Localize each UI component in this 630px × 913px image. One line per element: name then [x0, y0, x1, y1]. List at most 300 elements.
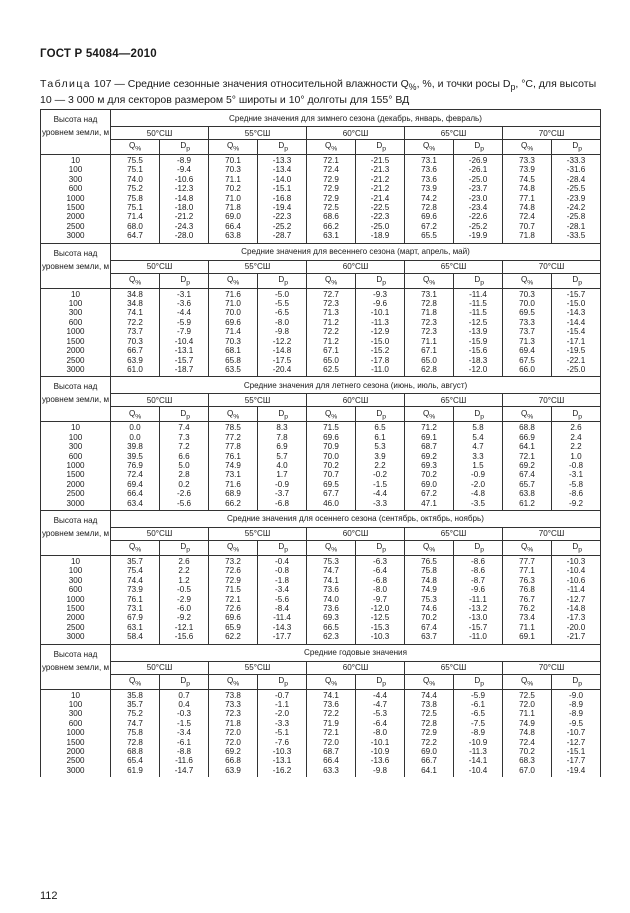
q-subscript: % [233, 413, 240, 421]
d-subscript: p [578, 680, 583, 688]
table-cell-value: -5.0 [275, 289, 289, 299]
height-value: 3000 [66, 231, 85, 241]
table-cell-value: 72.0 [225, 737, 241, 747]
table-cell-value: 69.6 [225, 613, 241, 623]
table-cell-value: 70.9 [323, 442, 339, 452]
table-cell-value: -13.4 [272, 165, 292, 175]
table-cell-value: 47.1 [421, 498, 437, 508]
table-cell-value: 66.5 [323, 622, 339, 632]
q-values [111, 288, 160, 377]
table-cell-value: 72.8 [421, 203, 437, 213]
table-cell-value: -15.1 [566, 747, 586, 757]
table-cell-value: -15.6 [174, 632, 194, 642]
table-cell-value: 66.2 [225, 498, 241, 508]
d-subscript: p [382, 145, 386, 153]
table-cell-value: 72.2 [323, 709, 339, 719]
table-cell-value: -18.9 [370, 231, 390, 241]
height-value: 300 [68, 308, 83, 318]
table-cell-value: -9.6 [471, 585, 485, 595]
table-cell-value: -10.1 [370, 737, 390, 747]
table-cell-value: -0.5 [177, 585, 191, 595]
d-header [454, 273, 503, 288]
table-cell-value: 69.0 [225, 212, 241, 222]
q-symbol: Q [227, 675, 234, 685]
table-cell-value: 73.2 [225, 556, 241, 566]
table-cell-value: 73.1 [421, 289, 437, 299]
table-cell-value: 68.6 [323, 212, 339, 222]
table-cell-value: 69.3 [323, 613, 339, 623]
table-cell-value: 71.5 [225, 585, 241, 595]
table-cell-value: -5.5 [275, 299, 289, 309]
table-cell-value: 35.7 [127, 700, 143, 710]
table-cell-value: 70.3 [127, 336, 143, 346]
sector-header: 55°СШ [209, 260, 307, 273]
season-data-row [41, 689, 601, 777]
table-cell-value: 69.4 [127, 479, 143, 489]
table-cell-value: 71.1 [421, 336, 437, 346]
table-cell-value: 77.2 [225, 432, 241, 442]
q-values [111, 689, 160, 777]
table-cell-value: -4.8 [471, 489, 485, 499]
q-values [503, 689, 552, 777]
table-cell-value: -21.2 [370, 174, 390, 184]
table-cell-value: 71.4 [225, 327, 241, 337]
table-cell-value: -21.2 [174, 212, 194, 222]
table-cell-value: -26.1 [468, 165, 488, 175]
table-cell-value: -7.9 [177, 327, 191, 337]
table-cell-value: 74.9 [225, 460, 241, 470]
q-subscript: % [527, 680, 534, 688]
q-header [503, 674, 552, 689]
table-cell-value: 65.7 [519, 479, 535, 489]
table-cell-value: -8.8 [177, 747, 191, 757]
q-header [111, 674, 160, 689]
table-cell-value: -12.2 [272, 336, 292, 346]
height-value: 300 [68, 575, 83, 585]
d-values [356, 288, 405, 377]
season-title: Средние значения для летнего сезона (июнь, июль, август) [111, 377, 601, 394]
q-symbol: Q [129, 141, 136, 151]
sector-header: 50°СШ [111, 661, 209, 674]
table-cell-value: -8.9 [569, 700, 583, 710]
table-cell-value: -14.1 [468, 756, 488, 766]
q-values [111, 155, 160, 244]
table-cell-value: -1.8 [275, 575, 289, 585]
q-subscript: % [429, 546, 436, 554]
season-data-row [41, 155, 601, 244]
height-values [41, 422, 111, 511]
table-cell-value: -10.7 [566, 728, 586, 738]
table-cell-value: 0.0 [129, 423, 141, 433]
d-values [356, 422, 405, 511]
table-cell-value: -9.8 [373, 765, 387, 775]
table-cell-value: -3.4 [275, 585, 289, 595]
table-cell-value: 69.1 [421, 432, 437, 442]
q-values [209, 155, 258, 244]
sector-header: 65°СШ [405, 127, 503, 140]
season-title-row [41, 377, 601, 394]
table-cell-value: 71.3 [519, 336, 535, 346]
table-cell-value: -5.6 [177, 498, 191, 508]
table-cell-value: -14.7 [174, 765, 194, 775]
table-cell-value: 73.7 [127, 327, 143, 337]
table-cell-value: 69.2 [225, 747, 241, 757]
table-cell-value: 62.2 [225, 632, 241, 642]
table-cell-value: 75.3 [323, 556, 339, 566]
sector-header: 50°СШ [111, 260, 209, 273]
table-cell-value: 69.6 [421, 212, 437, 222]
table-cell-value: 66.4 [225, 221, 241, 231]
table-cell-value: -17.7 [566, 756, 586, 766]
d-symbol: D [376, 542, 383, 552]
table-cell-value: 70.7 [323, 470, 339, 480]
table-cell-value: 72.0 [323, 737, 339, 747]
table-cell-value: 69.2 [519, 460, 535, 470]
table-cell-value: 74.7 [127, 718, 143, 728]
table-cell-value: -25.2 [468, 221, 488, 231]
d-subscript: p [382, 680, 386, 688]
q-header [307, 273, 356, 288]
table-cell-value: -1.1 [275, 700, 289, 710]
table-cell-value: 69.5 [519, 308, 535, 318]
season-title-row [41, 510, 601, 527]
caption-text-3: , °С, для высоты 10 — 3 000 м для секторов размером 5° широты и 10° долготы для 155° ВД [40, 78, 597, 107]
table-cell-value: 71.5 [323, 423, 339, 433]
table-cell-value: 67.0 [519, 765, 535, 775]
d-header [454, 540, 503, 555]
height-value: 1500 [66, 203, 85, 213]
d-values [160, 422, 209, 511]
parameter-header-row [41, 407, 601, 422]
height-value: 1000 [66, 728, 85, 738]
table-cell-value: -14.3 [272, 622, 292, 632]
d-subscript: p [284, 546, 288, 554]
table-cell-value: 34.8 [127, 299, 143, 309]
table-cell-value: -14.4 [566, 317, 586, 327]
d-subscript: p [578, 546, 583, 554]
table-cell-value: 68.0 [127, 221, 143, 231]
table-cell-value: 4.0 [276, 460, 288, 470]
table-cell-value: 74.5 [519, 174, 535, 184]
table-cell-value: 74.4 [421, 690, 437, 700]
table-cell-value: -20.4 [272, 364, 292, 374]
table-cell-value: 74.8 [519, 203, 535, 213]
table-cell-value: -22.5 [370, 203, 390, 213]
table-cell-value: -10.3 [272, 747, 292, 757]
d-symbol: D [180, 274, 187, 284]
sector-header-row [41, 127, 601, 140]
height-value: 600 [68, 184, 83, 194]
d-symbol: D [474, 408, 481, 418]
q-subscript: % [135, 413, 142, 421]
table-cell-value: -5.1 [275, 728, 289, 738]
height-value: 10 [70, 423, 80, 433]
table-cell-value: -14.8 [174, 193, 194, 203]
table-cell-value: -10.4 [566, 566, 586, 576]
table-cell-value: 73.6 [323, 604, 339, 613]
table-cell-value: -0.9 [275, 479, 289, 489]
table-cell-value: 76.1 [127, 594, 143, 604]
q-header [503, 407, 552, 422]
table-cell-value: -25.8 [566, 212, 586, 222]
d-values [160, 555, 209, 644]
table-cell-value: -9.0 [569, 690, 583, 700]
q-subscript: % [429, 279, 436, 287]
table-cell-value: 2.6 [178, 556, 190, 566]
d-subscript: p [186, 279, 190, 287]
table-cell-value: 4.7 [472, 442, 484, 452]
table-cell-value: 58.4 [127, 632, 143, 642]
q-subscript: % [527, 413, 534, 421]
height-value: 1500 [66, 604, 85, 613]
table-cell-value: 71.2 [323, 336, 339, 346]
height-value: 2000 [66, 479, 85, 489]
d-subscript: p [578, 145, 583, 153]
height-value: 100 [68, 700, 83, 710]
q-header [111, 540, 160, 555]
table-cell-value: 66.7 [127, 346, 143, 356]
table-cell-value: -9.5 [569, 718, 583, 728]
q-subscript: % [331, 680, 338, 688]
q-header [503, 540, 552, 555]
table-cell-value: 62.3 [323, 632, 339, 642]
height-value: 600 [68, 718, 83, 728]
table-cell-value: 68.1 [225, 346, 241, 356]
d-symbol: D [180, 408, 187, 418]
table-cell-value: 70.2 [519, 747, 535, 757]
table-cell-value: -18.0 [174, 203, 194, 213]
q-header [209, 407, 258, 422]
table-cell-value: 0.2 [178, 479, 190, 489]
table-cell-value: 65.4 [127, 756, 143, 766]
sector-header: 55°СШ [209, 394, 307, 407]
table-cell-value: 74.1 [323, 575, 339, 585]
q-subscript: % [331, 413, 338, 421]
d-values [258, 155, 307, 244]
height-value: 300 [68, 174, 83, 184]
sector-header: 65°СШ [405, 394, 503, 407]
table-cell-value: 62.8 [421, 364, 437, 374]
d-subscript: p [382, 413, 386, 421]
table-cell-value: -11.1 [469, 594, 487, 604]
table-cell-value: 70.0 [519, 299, 535, 309]
table-cell-value: 72.6 [225, 604, 241, 613]
d-subscript: p [578, 279, 583, 287]
table-cell-value: 74.7 [323, 566, 339, 576]
table-cell-value: 1.7 [276, 470, 288, 480]
d-values [454, 689, 503, 777]
table-cell-value: -6.5 [471, 709, 485, 719]
table-cell-value: -8.9 [569, 709, 583, 719]
table-cell-value: 63.7 [421, 632, 437, 642]
q-subscript: % [527, 145, 534, 153]
table-cell-value: 75.1 [127, 165, 143, 175]
q-header [111, 273, 160, 288]
sector-header: 50°СШ [111, 394, 209, 407]
parameter-header-row [41, 540, 601, 555]
sector-header: 70°СШ [503, 127, 601, 140]
height-value: 10 [70, 156, 80, 165]
table-cell-value: -8.6 [471, 556, 485, 566]
table-cell-value: 75.3 [421, 594, 437, 604]
height-value: 2000 [66, 346, 85, 356]
q-subscript: % [233, 145, 240, 153]
table-cell-value: 70.3 [225, 165, 241, 175]
table-cell-value: -15.9 [468, 336, 488, 346]
season-title: Средние значения для весеннего сезона (март, апрель, май) [111, 243, 601, 260]
q-symbol: Q [325, 542, 332, 552]
table-cell-value: 2.8 [178, 470, 190, 480]
q-values [209, 689, 258, 777]
table-cell-value: -28.4 [566, 174, 586, 184]
q-header [209, 540, 258, 555]
table-cell-value: 69.6 [225, 317, 241, 327]
table-cell-value: 66.0 [519, 364, 535, 374]
q-header [405, 674, 454, 689]
table-cell-value: 72.4 [519, 212, 535, 222]
season-title: Средние значения для осеннего сезона (сентябрь, октябрь, ноябрь) [111, 510, 601, 527]
table-cell-value: -2.9 [177, 594, 191, 604]
table-cell-value: 2.2 [374, 460, 386, 470]
d-symbol: D [572, 542, 579, 552]
table-cell-value: -12.7 [566, 594, 586, 604]
table-cell-value: -11.3 [371, 317, 389, 327]
q-header [307, 540, 356, 555]
height-value: 1000 [66, 327, 85, 337]
sector-header-row [41, 527, 601, 540]
table-cell-value: -15.3 [370, 622, 390, 632]
sector-header: 55°СШ [209, 127, 307, 140]
table-cell-value: 73.6 [323, 700, 339, 710]
q-symbol: Q [227, 542, 234, 552]
table-cell-value: -15.7 [468, 622, 488, 632]
table-cell-value: 76.7 [519, 594, 535, 604]
table-cell-value: 70.0 [323, 451, 339, 461]
d-header [258, 540, 307, 555]
height-column-header: Высота над уровнем земли, м [41, 510, 111, 555]
table-cell-value: -5.3 [373, 709, 387, 719]
table-cell-value: 73.9 [519, 165, 535, 175]
height-value: 1000 [66, 460, 85, 470]
q-header [405, 140, 454, 155]
table-cell-value: -5.6 [275, 594, 289, 604]
d-symbol: D [376, 274, 383, 284]
table-cell-value: 74.0 [323, 594, 339, 604]
sector-header: 60°СШ [307, 661, 405, 674]
table-cell-value: 61.9 [127, 765, 143, 775]
table-cell-value: 69.3 [421, 460, 437, 470]
height-values [41, 555, 111, 644]
table-cell-value: -18.3 [468, 355, 488, 365]
table-cell-value: 65.8 [225, 355, 241, 365]
table-cell-value: 72.9 [323, 193, 339, 203]
table-cell-value: -3.1 [177, 289, 191, 299]
table-cell-value: 67.9 [127, 613, 143, 623]
q-values [209, 422, 258, 511]
d-header [160, 273, 209, 288]
d-values [356, 555, 405, 644]
height-value: 100 [68, 299, 83, 309]
table-cell-value: 73.3 [225, 700, 241, 710]
document-title: ГОСТ Р 54084—2010 [40, 48, 157, 60]
d-values [552, 422, 601, 511]
d-subscript: p [186, 546, 190, 554]
table-cell-value: 71.8 [421, 308, 437, 318]
table-cell-value: 72.1 [519, 451, 535, 461]
d-values [454, 422, 503, 511]
table-cell-value: 75.8 [127, 728, 143, 738]
table-cell-value: -3.7 [275, 489, 289, 499]
table-cell-value: 74.2 [421, 193, 437, 203]
table-cell-value: 68.7 [421, 442, 437, 452]
table-cell-value: -10.3 [566, 556, 586, 566]
table-cell-value: 7.3 [178, 432, 190, 442]
sector-header-row [41, 661, 601, 674]
table-cell-value: 2.2 [178, 566, 190, 576]
table-cell-value: 67.5 [519, 355, 535, 365]
d-subscript: p [480, 145, 484, 153]
table-cell-value: 66.2 [323, 221, 339, 231]
height-value: 100 [68, 165, 83, 175]
d-symbol: D [180, 141, 187, 151]
table-cell-value: 70.2 [225, 184, 241, 194]
q-symbol: Q [423, 408, 430, 418]
q-values [503, 555, 552, 644]
table-cell-value: 76.3 [519, 575, 535, 585]
d-header [356, 540, 405, 555]
table-cell-value: 73.4 [519, 613, 535, 623]
table-cell-value: 73.8 [421, 700, 437, 710]
table-cell-value: 66.4 [127, 489, 143, 499]
table-cell-value: -15.1 [272, 184, 292, 194]
d-values [552, 288, 601, 377]
q-subscript: % [135, 546, 142, 554]
q-values [405, 689, 454, 777]
q-values [307, 555, 356, 644]
table-cell-value: 71.4 [127, 212, 143, 222]
table-cell-value: -17.7 [272, 632, 292, 642]
q-subscript: % [135, 279, 142, 287]
sector-header: 65°СШ [405, 661, 503, 674]
d-values [258, 422, 307, 511]
d-symbol: D [572, 141, 579, 151]
q-header [307, 407, 356, 422]
d-symbol: D [572, 274, 579, 284]
season-title: Средние годовые значения [111, 644, 601, 661]
table-cell-value: 69.0 [421, 747, 437, 757]
table-cell-value: 76.9 [127, 460, 143, 470]
d-subscript: p [480, 279, 484, 287]
d-symbol: D [572, 408, 579, 418]
caption-q-sub: % [408, 82, 417, 93]
height-value: 1500 [66, 470, 85, 480]
table-cell-value: -2.6 [177, 489, 191, 499]
height-value: 2500 [66, 355, 85, 365]
table-cell-value: -13.6 [370, 756, 390, 766]
table-cell-value: 70.7 [519, 221, 535, 231]
table-cell-value: 71.0 [225, 299, 241, 309]
table-cell-value: -28.0 [174, 231, 194, 241]
table-cell-value: 65.0 [421, 355, 437, 365]
table-cell-value: 62.5 [323, 364, 339, 374]
d-symbol: D [278, 274, 285, 284]
q-values [307, 422, 356, 511]
table-cell-value: -25.0 [468, 174, 488, 184]
q-symbol: Q [521, 141, 528, 151]
table-cell-value: -10.4 [468, 765, 488, 775]
q-subscript: % [135, 145, 142, 153]
table-cell-value: 65.5 [421, 231, 437, 241]
